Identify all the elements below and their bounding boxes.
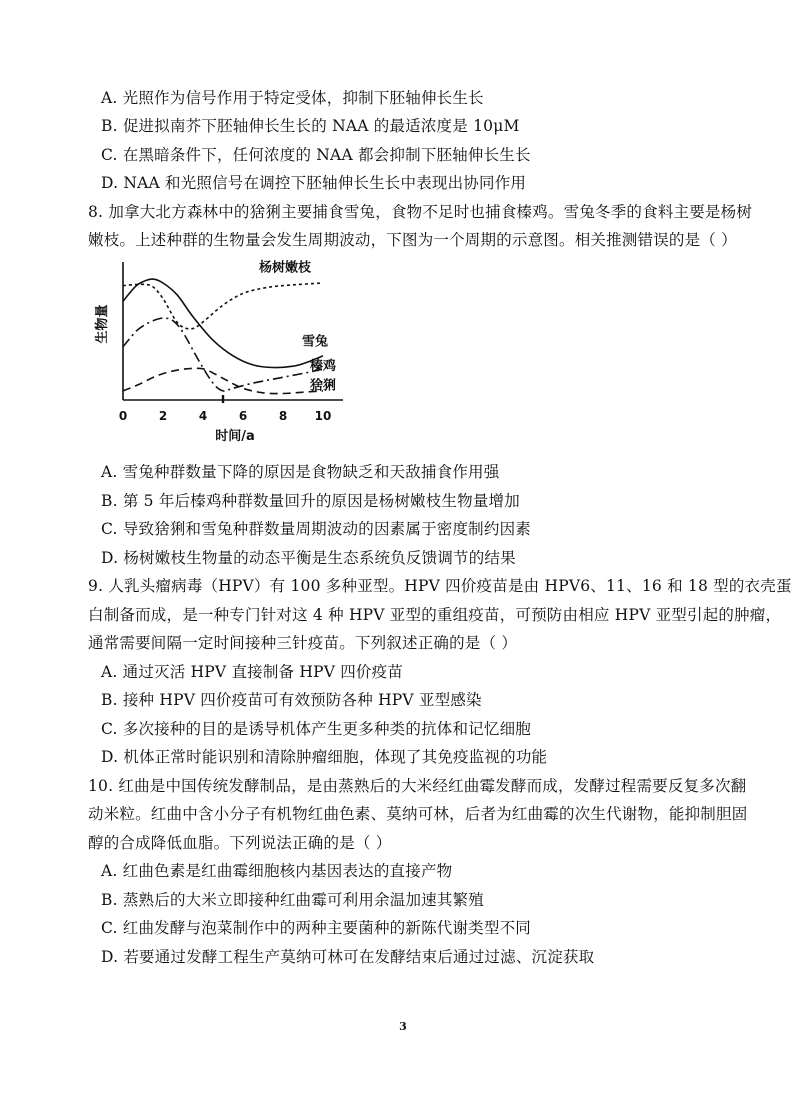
q9-option-b: B. 接种 HPV 四价疫苗可有效预防各种 HPV 亚型感染 <box>101 691 482 709</box>
q8-stem-line-1: 8. 加拿大北方森林中的猞猁主要捕食雪兔，食物不足时也捕食榛鸡。雪兔冬季的食料主要是杨树 <box>88 203 753 221</box>
series-poplar-twigs-line <box>123 283 323 329</box>
q9-option-d: D. 机体正常时能识别和清除肿瘤细胞，体现了其免疫监视的功能 <box>101 748 548 766</box>
x-tick-label: 8 <box>278 409 288 423</box>
q8-option-a: A. 雪兔种群数量下降的原因是食物缺乏和天敌捕食作用强 <box>101 463 500 481</box>
y-axis-label: 生物量 <box>95 304 110 344</box>
q9-stem-line-1: 9. 人乳头瘤病毒（HPV）有 100 多种亚型。HPV 四价疫苗是由 HPV6、11、16 和 18 型的衣壳蛋 <box>88 577 792 595</box>
series-hazel-grouse-line <box>123 318 323 391</box>
x-tick-label: 2 <box>158 409 168 423</box>
page-number: 3 <box>399 1020 407 1033</box>
x-tick-label: 6 <box>238 409 248 423</box>
q7-option-a: A. 光照作为信号作用于特定受体，抑制下胚轴伸长生长 <box>101 89 484 107</box>
x-axis-label: 时间/a <box>215 429 255 444</box>
x-tick-label: 10 <box>314 409 332 423</box>
population-cycle-chart <box>92 258 392 448</box>
x-tick-label: 0 <box>118 409 128 423</box>
label-hazel-grouse: 榛鸡 <box>309 359 337 375</box>
q10-option-a: A. 红曲色素是红曲霉细胞核内基因表达的直接产物 <box>101 862 453 880</box>
q10-stem-line-2: 动米粒。红曲中含小分子有机物红曲色素、莫纳可林，后者为红曲霉的次生代谢物，能抑制胆固 <box>88 805 748 823</box>
chart-text-layer <box>94 259 336 444</box>
label-poplar-twigs: 杨树嫩枝 <box>258 260 312 276</box>
q10-option-c: C. 红曲发酵与泡菜制作中的两种主要菌种的新陈代谢类型不同 <box>101 919 531 937</box>
q10-stem-line-1: 10. 红曲是中国传统发酵制品，是由蒸熟后的大米经红曲霉发酵而成，发酵过程需要反复多次翻 <box>88 777 747 795</box>
q10-stem-line-3: 醇的合成降低血脂。下列说法正确的是（ ） <box>88 834 392 852</box>
q10-option-d: D. 若要通过发酵工程生产莫纳可林可在发酵结束后通过过滤、沉淀获取 <box>101 948 595 966</box>
q8-option-b: B. 第 5 年后榛鸡种群数量回升的原因是杨树嫩枝生物量增加 <box>101 492 520 510</box>
q7-option-d: D. NAA 和光照信号在调控下胚轴伸长生长中表现出协同作用 <box>101 174 527 192</box>
q9-option-a: A. 通过灭活 HPV 直接制备 HPV 四价疫苗 <box>101 663 404 681</box>
label-lynx: 猞猁 <box>309 378 337 394</box>
label-snowshoe-hare: 雪兔 <box>301 334 329 350</box>
x-tick-label: 4 <box>198 409 208 423</box>
q8-option-d: D. 杨树嫩枝生物量的动态平衡是生态系统负反馈调节的结果 <box>101 549 516 567</box>
q8-stem-line-2: 嫩枝。上述种群的生物量会发生周期波动，下图为一个周期的示意图。相关推测错误的是（ ） <box>88 231 737 249</box>
q9-stem-line-3: 通常需要间隔一定时间接种三针疫苗。下列叙述正确的是（ ） <box>88 634 518 652</box>
q9-stem-line-2: 白制备而成，是一种专门针对这 4 种 HPV 亚型的重组疫苗，可预防由相应 HPV 亚型引起的肿瘤， <box>88 606 782 624</box>
q9-option-c: C. 多次接种的目的是诱导机体产生更多种类的抗体和记忆细胞 <box>101 720 531 738</box>
q8-option-c: C. 导致猞猁和雪兔种群数量周期波动的因素属于密度制约因素 <box>101 520 531 538</box>
series-lynx-line <box>123 368 323 393</box>
q10-option-b: B. 蒸熟后的大米立即接种红曲霉可利用余温加速其繁殖 <box>101 891 484 909</box>
q7-option-b: B. 促进拟南芥下胚轴伸长生长的 NAA 的最适浓度是 10μM <box>101 117 520 135</box>
q7-option-c: C. 在黑暗条件下，任何浓度的 NAA 都会抑制下胚轴伸长生长 <box>101 146 531 164</box>
series-snowshoe-hare-line <box>123 279 323 367</box>
